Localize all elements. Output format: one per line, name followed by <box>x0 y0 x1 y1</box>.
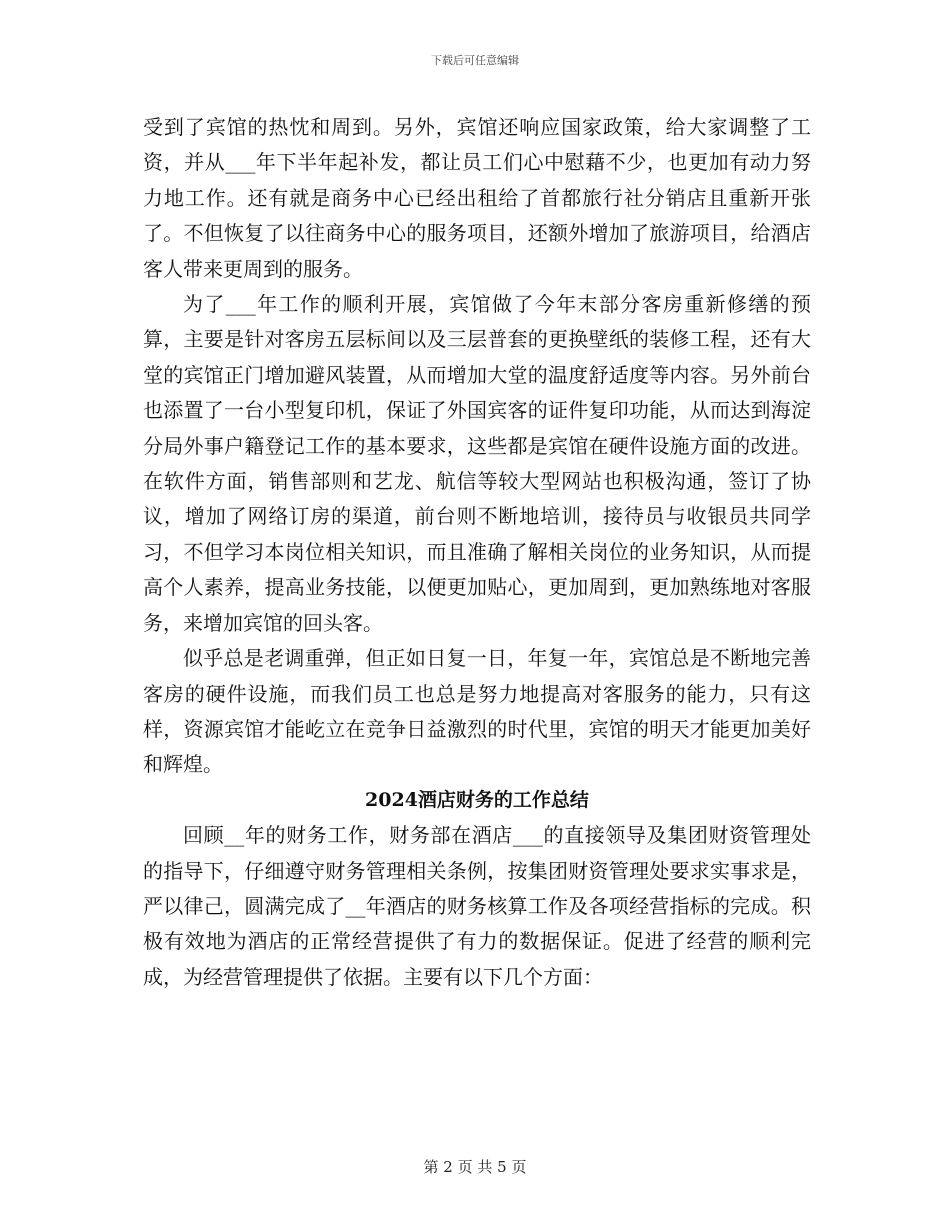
page-header: 下载后可任意编辑 <box>431 54 519 67</box>
section-body-paragraph: 回顾__年的财务工作，财务部在酒店___的直接领导及集团财资管理处的指导下，仔细遵守财务管理相关条例，按集团财资管理处要求实事求是，严以律己，圆满完成了__年酒店的财务核算工作及各项经营指标的完成。积极有效地为酒店的正常经营提供了有力的数据保证。促进了经营的顺利完成，为经营管理提供了依据。主要有以下几个方面： <box>143 823 811 989</box>
paragraph-renovation: 为了___年工作的顺利开展，宾馆做了今年末部分客房重新修缮的预算，主要是针对客房五层标间以及三层普套的更换壁纸的装修工程，还有大堂的宾馆正门增加避风装置，从而增加大堂的温度舒适度等内容。另外前台也添置了一台小型复印机，保证了外国宾客的证件复印功能，从而达到海淀分局外事户籍登记工作的基本要求，这些都是宾馆在硬件设施方面的改进。在软件方面，销售部则和艺龙、航信等较大型网站也积极沟通，签订了协议，增加了网络订房的渠道，前台则不断地培训，接待员与收银员共同学习，不但学习本岗位相关知识，而且准确了解相关岗位的业务知识，从而提高个人素养，提高业务技能，以便更加贴心，更加周到，更加熟练地对客服务，来增加宾馆的回头客。 <box>143 292 811 635</box>
document-body <box>143 110 811 995</box>
section-title: 2024酒店财务的工作总结 <box>365 788 589 811</box>
paragraph-conclusion: 似乎总是老调重弹，但正如日复一日，年复一年，宾馆总是不断地完善客房的硬件设施，而我们员工也总是努力地提高对客服务的能力，只有这样，资源宾馆才能屹立在竞争日益激烈的时代里，宾馆的明天才能更加美好和辉煌。 <box>143 646 811 777</box>
paragraph-continued: 受到了宾馆的热忱和周到。另外，宾馆还响应国家政策，给大家调整了工资，并从___年下半年起补发，都让员工们心中慰藉不少，也更加有动力努力地工作。还有就是商务中心已经出租给了首都旅行社分销店且重新开张了。不但恢复了以往商务中心的服务项目，还额外增加了旅游项目，给酒店客人带来更周到的服务。 <box>143 115 811 281</box>
page-footer: 第 2 页 共 5 页 <box>423 1158 527 1176</box>
